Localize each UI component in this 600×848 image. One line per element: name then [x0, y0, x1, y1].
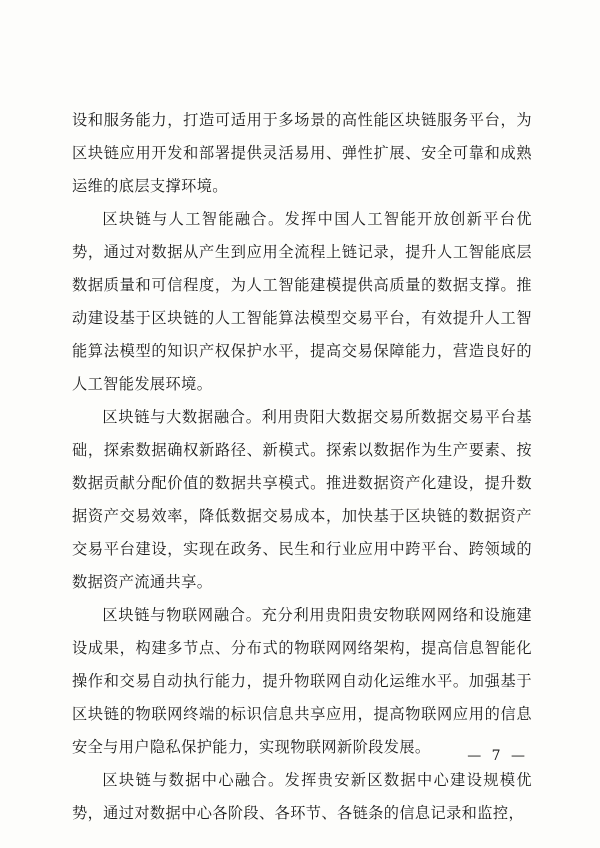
- paragraph: 区块链与物联网融合。充分利用贵阳贵安物联网网络和设施建设成果，构建多节点、分布式的物联网网络架构，提高信息智能化操作和交易自动执行能力，提升物联网自动化运维水平。加强基于区块链的物联网终端的标识信息共享应用，提高物联网应用的信息安全与用户隐私保护能力，实现物联网新阶段发展。: [72, 606, 532, 756]
- paragraph: 区块链与大数据融合。利用贵阳大数据交易所数据交易平台基础，探索数据确权新路径、新模式。探索以数据作为生产要素、按数据贡献分配价值的数据共享模式。推进数据资产化建设，提升数据资产交易效率，降低数据交易成本，加快基于区块链的数据资产交易平台建设，实现在政务、民生和行业应用中跨平台、跨领域的数据资产流通共享。: [72, 408, 532, 591]
- paragraph: 区块链与人工智能融合。发挥中国人工智能开放创新平台优势，通过对数据从产生到应用全流程上链记录，提升人工智能底层数据质量和可信程度，为人工智能建模提供高质量的数据支撑。推动建设基于区块链的人工智能算法模型交易平台，有效提升人工智能算法模型的知识产权保护水平，提高交易保障能力，营造良好的人工智能发展环境。: [72, 210, 532, 393]
- page-text-body: [72, 104, 532, 830]
- paragraph: 区块链与数据中心融合。发挥贵安新区数据中心建设规模优势，通过对数据中心各阶段、各环节、各链条的信息记录和监控，: [72, 771, 532, 822]
- page-number: — 7 —: [467, 748, 528, 764]
- paragraph: 设和服务能力，打造可适用于多场景的高性能区块链服务平台，为区块链应用开发和部署提供灵活易用、弹性扩展、安全可靠和成熟运维的底层支撑环境。: [72, 111, 532, 195]
